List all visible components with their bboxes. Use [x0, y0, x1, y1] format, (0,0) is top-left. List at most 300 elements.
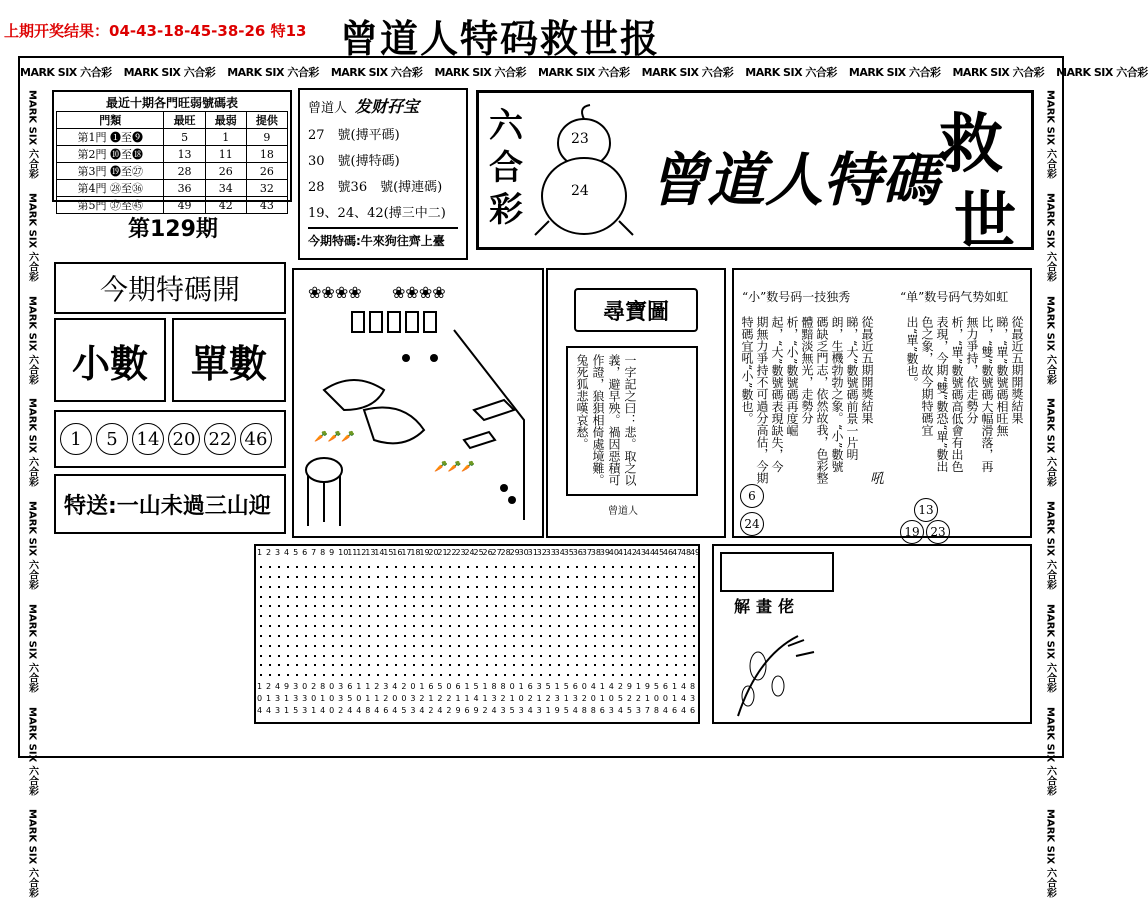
grid-footer-number: 3: [536, 682, 542, 691]
grid-cell-dot: [395, 635, 397, 637]
brand-strip-item: MARK SIX 六合彩: [20, 66, 112, 79]
grid-cell-dot: [630, 635, 632, 637]
grid-cell-dot: [639, 596, 641, 598]
grid-cell-dot: [693, 625, 695, 627]
grid-cell-dot: [476, 625, 478, 627]
grid-footer-number: 2: [446, 706, 452, 715]
grid-cell-dot: [612, 655, 614, 657]
grid-cell-dot: [359, 655, 361, 657]
grid-cell-dot: [612, 674, 614, 676]
rank-cell: 9: [246, 129, 287, 146]
grid-cell-dot: [314, 674, 316, 676]
grid-cell-dot: [278, 566, 280, 568]
grid-cell-dot: [576, 596, 578, 598]
grid-cell-dot: [504, 674, 506, 676]
grid-cell-dot: [467, 625, 469, 627]
grid-footer-number: 0: [590, 694, 596, 703]
grid-cell-dot: [567, 625, 569, 627]
grid-footer-number: 3: [338, 694, 344, 703]
grid-cell-dot: [296, 586, 298, 588]
grid-cell-dot: [422, 586, 424, 588]
brand-strip-item: MARK SIX 六合彩: [1044, 398, 1056, 487]
grid-cell-dot: [513, 566, 515, 568]
grid-cell-dot: [594, 596, 596, 598]
grid-cell-dot: [684, 596, 686, 598]
grid-column-number: 22: [446, 548, 457, 557]
grid-cell-dot: [377, 605, 379, 607]
grid-cell-dot: [395, 576, 397, 578]
grid-footer-number: 6: [464, 706, 470, 715]
grid-cell-dot: [422, 635, 424, 637]
rank-header-cell: 提供: [246, 112, 287, 129]
grid-column-number: 48: [680, 548, 692, 557]
grid-cell-dot: [531, 674, 533, 676]
grid-cell-dot: [368, 664, 370, 666]
grid-cell-dot: [359, 605, 361, 607]
grid-cell-dot: [332, 655, 334, 657]
grid-footer-number: 1: [554, 682, 560, 691]
article-right-text: 從最近五期開獎結果睇，“單”數號碼相旺無比，“雙”數號碼大幅滑落，再無力爭持，依走勢分析，“單”數號碼高低會有出色表現，今期“雙”數恐“單”數出色之象，故今期特碼宜出“單”數也。: [905, 316, 1024, 473]
grid-cell-dot: [486, 605, 488, 607]
grid-cell-dot: [585, 615, 587, 617]
grid-cell-dot: [278, 605, 280, 607]
grid-footer-number: 4: [662, 706, 668, 715]
grid-cell-dot: [440, 605, 442, 607]
grid-cell-dot: [576, 635, 578, 637]
grid-cell-dot: [549, 674, 551, 676]
grid-cell-dot: [576, 674, 578, 676]
grid-cell-dot: [540, 586, 542, 588]
grid-footer-number: 6: [689, 706, 696, 715]
grid-footer-number: 1: [599, 694, 605, 703]
grid-footer-number: 4: [527, 706, 533, 715]
grid-cell-dot: [486, 655, 488, 657]
grid-cell-dot: [332, 674, 334, 676]
grid-footer-number: 4: [680, 694, 687, 703]
grid-cell-dot: [368, 655, 370, 657]
rank-header-cell: 最旺: [164, 112, 205, 129]
grid-cell-dot: [278, 655, 280, 657]
grid-cell-dot: [476, 566, 478, 568]
grid-footer-number: 3: [554, 694, 560, 703]
grid-cell-dot: [486, 576, 488, 578]
grid-cell-dot: [431, 586, 433, 588]
grid-footer-number: 3: [635, 706, 641, 715]
grid-cell-dot: [431, 576, 433, 578]
grid-cell-dot: [522, 664, 524, 666]
grid-footer-number: 6: [383, 706, 389, 715]
grid-cell-dot: [585, 566, 587, 568]
grid-footer-number: 4: [608, 682, 614, 691]
grid-cell-dot: [260, 674, 262, 676]
grid-cell-dot: [513, 615, 515, 617]
grid-cell-dot: [567, 615, 569, 617]
grid-cell-dot: [377, 576, 379, 578]
grid-cell-dot: [513, 645, 515, 647]
grid-footer-number: 2: [581, 694, 587, 703]
grid-cell-dot: [377, 674, 379, 676]
grid-cell-dot: [585, 605, 587, 607]
grid-cell-dot: [278, 596, 280, 598]
article-left-balls: [740, 484, 770, 536]
grid-cell-dot: [431, 596, 433, 598]
grid-cell-dot: [648, 596, 650, 598]
grid-cell-dot: [513, 635, 515, 637]
brand-strip-item: MARK SIX 六合彩: [26, 295, 38, 385]
grid-cell-dot: [513, 576, 515, 578]
grid-cell-dot: [657, 664, 659, 666]
grid-cell-dot: [476, 615, 478, 617]
grid-cell-dot: [305, 586, 307, 588]
grid-cell-dot: [467, 664, 469, 666]
grid-cell-dot: [594, 635, 596, 637]
grid-cell-dot: [603, 664, 605, 666]
grid-cell-dot: [684, 576, 686, 578]
grid-cell-dot: [549, 605, 551, 607]
grid-cell-dot: [621, 566, 623, 568]
grid-cell-dot: [431, 664, 433, 666]
grid-cell-dot: [323, 674, 325, 676]
grid-cell-dot: [323, 655, 325, 657]
grid-cell-dot: [422, 625, 424, 627]
grid-cell-dot: [341, 566, 343, 568]
special-left: 小數: [71, 340, 148, 386]
grid-cell-dot: [269, 655, 271, 657]
grid-cell-dot: [540, 655, 542, 657]
grid-cell-dot: [585, 586, 587, 588]
brand-strip-item: MARK SIX 六合彩: [1044, 295, 1056, 385]
grid-cell-dot: [404, 566, 406, 568]
grid-cell-dot: [504, 664, 506, 666]
grid-footer-number: 1: [536, 694, 542, 703]
grid-cell-dot: [323, 645, 325, 647]
animal-drawing: [294, 270, 542, 536]
grid-cell-dot: [630, 655, 632, 657]
grid-cell-dot: [296, 635, 298, 637]
grid-cell-dot: [648, 586, 650, 588]
grid-cell-dot: [413, 625, 415, 627]
grid-cell-dot: [341, 645, 343, 647]
treasure-panel: [546, 268, 726, 538]
grid-cell-dot: [278, 635, 280, 637]
grid-footer-number: 1: [482, 682, 488, 691]
grid-cell-dot: [531, 635, 533, 637]
grid-cell-dot: [585, 664, 587, 666]
grid-cell-dot: [567, 586, 569, 588]
grid-cell-dot: [684, 605, 686, 607]
grid-cell-dot: [621, 576, 623, 578]
grid-footer-number: 1: [644, 694, 650, 703]
grid-cell-dot: [531, 576, 533, 578]
special-heading-box: [54, 262, 286, 314]
grid-cell-dot: [350, 566, 352, 568]
rank-cell: 42: [205, 197, 246, 214]
grid-cell-dot: [639, 655, 641, 657]
grid-cell-dot: [350, 615, 352, 617]
grid-footer-number: 6: [599, 706, 605, 715]
brand-strip-item: MARK SIX 六合彩: [1044, 192, 1056, 282]
grid-cell-dot: [377, 664, 379, 666]
grid-cell-dot: [296, 566, 298, 568]
banner-brand: [489, 105, 523, 231]
grid-footer-number: 5: [437, 682, 443, 691]
grid-cell-dot: [395, 664, 397, 666]
grid-cell-dot: [693, 576, 695, 578]
grid-cell-dot: [458, 605, 460, 607]
puzzle-label: 解畫佬: [734, 597, 801, 616]
grid-cell-dot: [287, 576, 289, 578]
grid-cell-dot: [296, 625, 298, 627]
grid-header-numbers: [256, 548, 701, 560]
grid-cell-dot: [576, 605, 578, 607]
grid-cell-dot: [522, 596, 524, 598]
grid-cell-dot: [287, 566, 289, 568]
grid-cell-dot: [350, 655, 352, 657]
grid-cell-dot: [458, 576, 460, 578]
grid-footer-number: 2: [626, 694, 632, 703]
puzzle-panel: [712, 544, 1032, 724]
grid-column-number: 11: [347, 548, 358, 557]
brand-strip-item: MARK SIX 六合彩: [434, 66, 527, 79]
rank-cell: 11: [205, 146, 246, 163]
grid-footer-number: 1: [311, 706, 317, 715]
grid-cell-dot: [522, 655, 524, 657]
rank-cell: 5: [164, 129, 205, 146]
grid-cell-dot: [621, 625, 623, 627]
grid-cell-dot: [576, 576, 578, 578]
grid-footer-number: 1: [374, 694, 380, 703]
grid-cell-dot: [260, 655, 262, 657]
grid-cell-dot: [395, 596, 397, 598]
grid-cell-dot: [458, 586, 460, 588]
svg-text:❀❀❀❀: ❀❀❀❀: [308, 283, 362, 302]
grid-cell-dot: [621, 596, 623, 598]
grid-footer-number: 2: [437, 694, 443, 703]
banner-brand-char: 彩: [489, 190, 523, 230]
grid-cell-dot: [621, 635, 623, 637]
grid-footer-number: 1: [545, 706, 551, 715]
dot-grid: [256, 562, 698, 680]
grid-cell-dot: [630, 576, 632, 578]
grid-cell-dot: [522, 645, 524, 647]
grid-cell-dot: [603, 596, 605, 598]
grid-cell-dot: [603, 674, 605, 676]
grid-cell-dot: [287, 586, 289, 588]
grid-footer-number: 3: [689, 694, 696, 703]
grid-cell-dot: [495, 566, 497, 568]
grid-cell-dot: [305, 635, 307, 637]
grid-footer-number: 1: [365, 694, 371, 703]
article-head-left: “小”数号码一技独秀: [742, 290, 851, 304]
grid-cell-dot: [368, 566, 370, 568]
grid-cell-dot: [513, 655, 515, 657]
grid-footer-number: 0: [329, 706, 335, 715]
grid-cell-dot: [413, 576, 415, 578]
grid-footer-number: 3: [572, 694, 578, 703]
brand-strip-item: MARK SIX 六合彩: [848, 66, 941, 79]
grid-footer-number: 0: [356, 694, 362, 703]
grid-cell-dot: [395, 605, 397, 607]
grid-cell-dot: [368, 625, 370, 627]
grid-cell-dot: [648, 605, 650, 607]
grid-footer-number: 2: [311, 682, 317, 691]
grid-cell-dot: [612, 664, 614, 666]
grid-cell-dot: [296, 674, 298, 676]
grid-cell-dot: [558, 576, 560, 578]
brand-strip-item: MARK SIX 六合彩: [26, 809, 38, 898]
grid-cell-dot: [467, 586, 469, 588]
grid-footer-number: 9: [626, 682, 632, 691]
grid-cell-dot: [278, 586, 280, 588]
treasure-title: 尋寶圖: [602, 298, 669, 325]
brand-strip-item: MARK SIX 六合彩: [641, 66, 734, 79]
special-heading: 今期特碼開: [99, 273, 240, 306]
grid-cell-dot: [621, 605, 623, 607]
grid-footer-number: 0: [509, 682, 515, 691]
grid-cell-dot: [684, 664, 686, 666]
grid-cell-dot: [684, 625, 686, 627]
brand-strip-item: MARK SIX 六合彩: [745, 66, 837, 79]
grid-column-number: 41: [617, 548, 628, 557]
grid-cell-dot: [305, 596, 307, 598]
treasure-text: 一字記之曰：悲。取之以義，避早殃。禍因惡積可作證，狼狽相倚處境難。兔死狐悲嘆哀愁。: [575, 354, 637, 486]
grid-footer-number: 6: [572, 682, 578, 691]
grid-cell-dot: [648, 625, 650, 627]
grid-cell-dot: [639, 625, 641, 627]
table-row: [57, 180, 288, 197]
grid-footer-number: 4: [491, 706, 497, 715]
grid-footer-number: 0: [392, 694, 398, 703]
grid-cell-dot: [567, 596, 569, 598]
grid-cell-dot: [630, 566, 632, 568]
grid-cell-dot: [639, 615, 641, 617]
grid-cell-dot: [657, 625, 659, 627]
grid-cell-dot: [486, 645, 488, 647]
grid-cell-dot: [359, 674, 361, 676]
grid-footer-number: 6: [455, 682, 461, 691]
grid-footer-number: 2: [500, 694, 506, 703]
grid-cell-dot: [440, 645, 442, 647]
rank-cell: 36: [164, 180, 205, 197]
grid-cell-dot: [476, 586, 478, 588]
grid-cell-dot: [386, 655, 388, 657]
grid-cell-dot: [675, 605, 677, 607]
grid-cell-dot: [630, 625, 632, 627]
grid-column-number: 49: [689, 548, 701, 557]
zeng-line: 27 號(搏平碼): [308, 128, 400, 143]
grid-footer-number: 4: [320, 706, 326, 715]
grid-cell-dot: [314, 566, 316, 568]
grid-footer-number: 0: [518, 694, 524, 703]
grid-column-number: 4: [284, 548, 290, 557]
grid-cell-dot: [341, 635, 343, 637]
grid-cell-dot: [296, 655, 298, 657]
grid-footer-number: 5: [626, 706, 632, 715]
grid-footer-number: 6: [527, 682, 533, 691]
grid-column-number: 28: [500, 548, 511, 557]
grid-cell-dot: [666, 645, 668, 647]
grid-cell-dot: [395, 615, 397, 617]
grid-cell-dot: [675, 566, 677, 568]
brand-strip-item: MARK SIX 六合彩: [1044, 501, 1056, 590]
rank-header-cell: 門類: [57, 112, 164, 129]
zeng-line: 30 號(搏特碼): [308, 154, 400, 169]
grid-cell-dot: [458, 625, 460, 627]
grid-cell-dot: [287, 596, 289, 598]
article-right-balls: [894, 498, 974, 538]
special-number: 46: [240, 423, 272, 455]
article-panel: [732, 268, 1032, 538]
grid-cell-dot: [341, 674, 343, 676]
grid-footer-number: 2: [401, 682, 407, 691]
grid-footer-number: 0: [653, 694, 659, 703]
grid-cell-dot: [540, 576, 542, 578]
grid-cell-dot: [422, 674, 424, 676]
grid-cell-dot: [368, 605, 370, 607]
brand-strip-item: MARK SIX 六合彩: [1056, 66, 1148, 79]
grid-footer-number: 2: [635, 694, 641, 703]
grid-cell-dot: [639, 605, 641, 607]
grid-cell-dot: [269, 615, 271, 617]
grid-cell-dot: [458, 635, 460, 637]
drawing-panel: [292, 268, 544, 538]
grid-cell-dot: [395, 625, 397, 627]
grid-cell-dot: [594, 645, 596, 647]
grid-cell-dot: [413, 645, 415, 647]
dot-grid-panel: [254, 544, 700, 724]
grid-cell-dot: [377, 586, 379, 588]
grid-cell-dot: [531, 645, 533, 647]
grid-cell-dot: [314, 664, 316, 666]
grid-cell-dot: [486, 664, 488, 666]
grid-cell-dot: [522, 635, 524, 637]
grid-cell-dot: [540, 615, 542, 617]
grid-cell-dot: [368, 576, 370, 578]
grid-cell-dot: [486, 615, 488, 617]
grid-cell-dot: [449, 655, 451, 657]
grid-cell-dot: [675, 615, 677, 617]
grid-cell-dot: [350, 635, 352, 637]
grid-cell-dot: [495, 664, 497, 666]
grid-cell-dot: [612, 576, 614, 578]
grid-cell-dot: [576, 586, 578, 588]
zeng-tips-box: [298, 88, 468, 260]
grid-cell-dot: [422, 615, 424, 617]
grid-cell-dot: [684, 674, 686, 676]
grid-cell-dot: [296, 664, 298, 666]
grid-cell-dot: [314, 655, 316, 657]
grid-cell-dot: [287, 615, 289, 617]
grid-cell-dot: [305, 674, 307, 676]
grid-cell-dot: [440, 674, 442, 676]
grid-footer-number: 0: [410, 682, 416, 691]
grid-cell-dot: [377, 615, 379, 617]
grid-column-number: 19: [419, 548, 430, 557]
grid-footer-number: 2: [419, 694, 425, 703]
special-number: 20: [168, 423, 200, 455]
grid-cell-dot: [422, 566, 424, 568]
treasure-title-box: [574, 288, 698, 332]
grid-cell-dot: [467, 615, 469, 617]
grid-cell-dot: [693, 655, 695, 657]
grid-footer-number: 9: [554, 706, 560, 715]
grid-cell-dot: [675, 625, 677, 627]
grid-column-number: 40: [608, 548, 619, 557]
brand-strip-item: MARK SIX 六合彩: [1044, 90, 1056, 179]
grid-cell-dot: [287, 664, 289, 666]
grid-footer-number: 3: [608, 706, 614, 715]
grid-footer-number: 1: [284, 694, 290, 703]
